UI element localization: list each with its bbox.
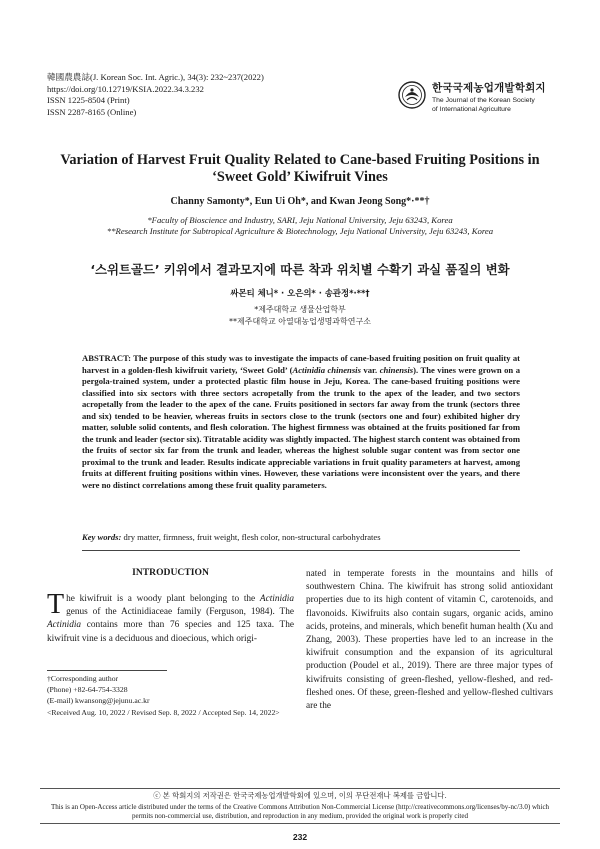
received-dates: <Received Aug. 10, 2022 / Revised Sep. 8, 2022 / Accepted Sep. 14, 2022>	[47, 707, 280, 717]
author-list: Channy Samonty*, Eun Ui Oh*, and Kwan Jeong Song*·**†	[170, 196, 430, 207]
abstract: ABSTRACT: The purpose of this study was to investigate the impacts of cane-based fruiting position on fruit quality at harvest in a golden-flesh kiwifruit variety, ‘Sweet Gold’ (Actinidia chinensis var. chinensis). The vines were grown on a pergola-trained system, under a protected plastic film house in Jeju, Korea. The cane-based fruiting positions were classified into six sectors with three sectors acropetally from the trunk to the apex of the leader, and two sectors acropetally from the leader to the apex of the cane. Fruits positioned in sectors far away from the trunk (sectors three and six) tended to be heavier, whereas fruits in sectors close to the trunk (sectors one and four) exhibited higher dry matter, soluble solid contents, and flesh coloration. The highest firmness was obtained at the fruits positioned far from the trunk and leader (sector six). Titratable acidity was slightly impacted. The highest starch content was obtained from the fruits of sector six far from the trunk and leader, whereas the highest soluble sugar content was from sector one proximal to the trunk and leader. Results indicate appreciable variations in fruit quality parameters at harvest, among fruits at different fruiting positions within vines. However, these variations were inconsistent over the years, and there were no distinct correlations among these fruit quality parameters.	[82, 353, 520, 491]
intro-paragraph-col1: The kiwifruit is a woody plant belonging to the Actinidia genus of the Actinidiaceae family (Ferguson, 1984). The Actinidia contains more than 76 species and 125 taxa. The kiwifruit vine is a deciduous and dioecious, which origi-	[47, 589, 294, 644]
footnote	[47, 673, 297, 718]
author-phone: (Phone) +82-64-754-3328	[47, 685, 128, 695]
affiliations	[40, 215, 560, 237]
society-name-en: The Journal of the Korean Society of International Agriculture	[432, 97, 535, 113]
affiliations-korean: *제주대학교 생물산업학부 **제주대학교 아열대농업생명과학연구소	[229, 305, 371, 326]
journal-header	[47, 72, 264, 118]
affiliation-1: *Faculty of Bioscience and Industry, SARI, Jeju National University, Jeju 63243, Korea	[147, 215, 453, 225]
copyright-korean: ⓒ 본 학회지의 저작권은 한국국제농업개발학회에 있으며, 이의 무단전재나 복제를 금합니다.	[153, 791, 447, 800]
author-list-korean: 싸몬티 체니* · 오은의* · 송관정*·**†	[230, 288, 370, 298]
abstract-label: ABSTRACT:	[82, 353, 132, 363]
corresponding-author: †Corresponding author	[47, 674, 119, 683]
page-number: 232	[292, 832, 308, 842]
license-notice	[40, 791, 560, 820]
intro-paragraph-col2: nated in temperate forests in the mountains and hills of southwestern China. The kiwifruit has strong solid antioxidant properties due to its high content of vitamin C, carotenoids, and flavonoids. Kiwifruits also contain sugars, organic acids, amino acids, proteins, and minerals, which benefit human health (Xu and Zhang, 2003). These properties have led to an increase in the kiwifruit consumption and the expansion of its agricultural production (Poudel et al., 2019). There are three major types of kiwifruits consisting of green-fleshed, yellow-fleshed, and red-fleshed ones. Of these, green-fleshed and yellow-fleshed cultivars are the	[306, 569, 553, 712]
author-email[interactable]: (E-mail) kwansong@jejunu.ac.kr	[47, 696, 150, 706]
keywords-label: Key words:	[82, 532, 122, 542]
article-title-korean: ‘스위트골드’ 키위에서 결과모지에 따른 착과 위치별 수확기 과실 품질의 변화	[90, 262, 510, 277]
issn-online: ISSN 2287-8165 (Online)	[47, 106, 137, 117]
drop-cap: T	[47, 589, 65, 620]
doi-link[interactable]: https://doi.org/10.12719/KSIA.2022.34.3.232	[47, 83, 204, 94]
issn-print: ISSN 1225-8504 (Print)	[47, 95, 130, 106]
license-divider-top	[40, 788, 560, 789]
journal-citation: 韓國農農誌(J. Korean Soc. Int. Agric.), 34(3): 232~237(2022)	[47, 72, 264, 82]
abstract-divider	[82, 550, 520, 551]
license-english: This is an Open-Access article distributed under the terms of the Creative Commons Attribution Non-Commercial License (http://creativecommons.org/licenses/by-nc/3.0) which permits non-commercial use, distribution, and reproduction in any medium, provided the original work is properly cited	[50, 803, 550, 820]
society-name	[432, 80, 546, 114]
section-heading-introduction: INTRODUCTION	[132, 567, 209, 578]
keywords: Key words: dry matter, firmness, fruit weight, flesh color, non-structural carbohydrates	[82, 532, 381, 542]
society-logo	[398, 81, 426, 109]
society-name-ko: 한국국제농업개발학회지	[432, 82, 546, 94]
affiliation-2: **Research Institute for Subtropical Agriculture & Biotechnology, Jeju National University, Jeju 63243, Korea	[106, 226, 494, 236]
license-divider-bottom	[40, 823, 560, 824]
article-title: Variation of Harvest Fruit Quality Related to Cane-based Fruiting Positions in ‘Sweet Gold’ Kiwifruit Vines	[60, 152, 540, 185]
footnote-divider	[47, 670, 167, 671]
